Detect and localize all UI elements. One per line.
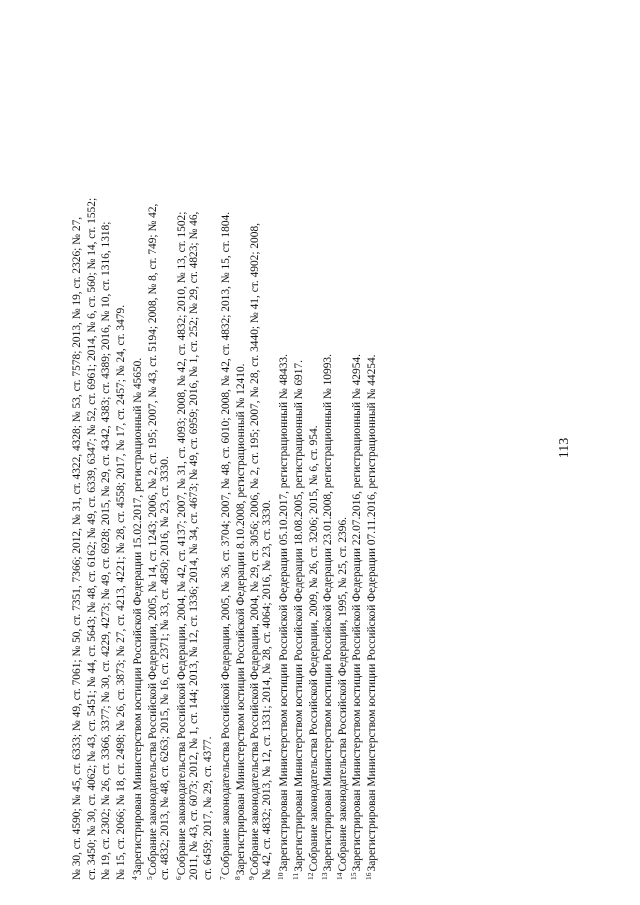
footnote-text: Зарегистрирован Министерством юстиции Российской Федерации 8.10.2008, регистрационный № 12410. xyxy=(234,363,247,876)
footnote-continuation-line xyxy=(158,45,173,880)
footnote-marker: 13 xyxy=(320,872,330,880)
footnote-marker: 10 xyxy=(276,872,286,880)
footnote-lines xyxy=(70,45,376,880)
footnote-text: Собрание законодательства Российской Федерации, 1995, № 25, ст. 2396. xyxy=(336,517,349,872)
footnote-continuation-line xyxy=(187,45,202,880)
footnote-text: Зарегистрирован Министерством юстиции Российской Федерации 18.08.2005, регистрационный № 6917. xyxy=(292,360,305,872)
footnote-text: № 15, ст. 2066; № 18, ст. 2498; № 26, ст. 3873; № 27, ст. 4213, 4221; № 28, ст. 4558; 2017, № 17, ст. 2457; № 24, ст. 3479. xyxy=(114,304,127,880)
footnote-marker: 7 xyxy=(217,876,227,880)
footnote-text: Собрание законодательства Российской Федерации, 2004, № 29, ст. 3056; 2006, № 2, ст. 195; 2007, № 28, ст. 3440; № 41, ст. 4902; 2008, xyxy=(249,223,262,876)
footnote-text: Собрание законодательства Российской Федерации, 2005, № 36, ст. 3704; 2007, № 48, ст. 6010; 2008, № 42, ст. 4832; 2013, № 15, ст. 1804. xyxy=(219,211,232,876)
footnote-marker: 15 xyxy=(349,872,359,880)
footnote-marker: 5 xyxy=(144,876,154,880)
footnote-text: № 19, ст. 2302; № 26, ст. 3366, 3377; № 30, ст. 4229, 4273; № 49, ст. 6928; 2015, № 29, ст. 4342, 4383; ст. 4389; 2016, № 10, ст. 1316, 1318; xyxy=(100,221,113,880)
footnote-line xyxy=(333,45,348,880)
footnote-line xyxy=(347,45,362,880)
footnote-line xyxy=(172,45,187,880)
footnote-continuation-line xyxy=(114,45,129,880)
footnote-marker: 9 xyxy=(247,876,257,880)
footnote-continuation-line xyxy=(85,45,100,880)
footnote-continuation-line xyxy=(201,45,216,880)
footnote-marker: 6 xyxy=(174,876,184,880)
footnote-continuation-line xyxy=(99,45,114,880)
footnote-marker: 8 xyxy=(232,876,242,880)
footnote-text: ст. 4832; 2013, № 48, ст. 6263; 2015, № 16, ст. 2371; № 33, ст. 4850; 2016, № 23, ст. 3330. xyxy=(158,456,171,880)
footnote-text: № 42, ст. 4832; 2013, № 12, ст. 1331; 2014, № 28, ст. 4064; 2016, № 23, ст. 3330. xyxy=(260,499,273,880)
footnote-text: Зарегистрирован Министерством юстиции Российской Федерации 07.11.2016, регистрационный № 44254. xyxy=(365,354,378,872)
footnote-line xyxy=(128,45,143,880)
page-number: 113 xyxy=(557,437,572,459)
footnote-continuation-line xyxy=(260,45,275,880)
footnote-line xyxy=(231,45,246,880)
footnotes-block xyxy=(70,45,400,880)
footnote-line xyxy=(216,45,231,880)
footnote-line xyxy=(362,45,377,880)
footnote-text: ст. 6459; 2017, № 29, ст. 4377. xyxy=(202,736,215,880)
footnote-continuation-line xyxy=(70,45,85,880)
footnote-line xyxy=(143,45,158,880)
footnote-text: Собрание законодательства Российской Федерации, 2004, № 42, ст. 4137; 2007, № 31, ст. 4093; 2008, № 42, ст. 4832; 2010, № 13, ст. 1502; xyxy=(176,211,189,876)
footnote-text: Собрание законодательства Российской Федерации, 2005, № 14, ст. 1243; 2006, № 2, ст. 195; 2007, № 43, ст. 5194; 2008, № 8, ст. 749; № 42, xyxy=(146,203,159,876)
footnote-text: Зарегистрирован Министерством юстиции Российской Федерации 23.01.2008, регистрационный № 10993. xyxy=(322,354,335,872)
footnote-text: Собрание законодательства Российской Федерации, 2009, № 26, ст. 3206; 2015, № 6, ст. 954. xyxy=(307,425,320,872)
footnote-text: Зарегистрирован Министерством юстиции Российской Федерации 22.07.2016, регистрационный № 42954. xyxy=(351,354,364,872)
footnote-marker: 16 xyxy=(363,872,373,880)
footnote-text: Зарегистрирован Министерством юстиции Российской Федерации 05.10.2017, регистрационный № 48433. xyxy=(278,354,291,872)
footnote-line xyxy=(318,45,333,880)
footnote-text: 2011, № 43, ст. 6073; 2012, № 1, ст. 144; 2013, № 12, ст. 1336; 2014, № 34, ст. 4673; № 49, ст. 6959; 2016, № 1, ст. 252; № 29, ст. 4823; № 46, xyxy=(187,211,200,880)
footnote-marker: 11 xyxy=(290,872,300,880)
footnote-marker: 4 xyxy=(130,876,140,880)
footnote-line xyxy=(304,45,319,880)
footnote-marker: 12 xyxy=(305,872,315,880)
footnote-marker: 14 xyxy=(334,872,344,880)
footnote-text: ст. 3450; № 30, ст. 4062; № 43, ст. 5451; № 44, ст. 5643; № 48, ст. 6162; № 49, ст. 6339, 6347; № 52, ст. 6961; 2014, № 6, ст. 560; № 14, ст. 1552; xyxy=(85,197,98,880)
footnote-text: Зарегистрирован Министерством юстиции Российской Федерации 15.02.2017, регистрационный № 45650. xyxy=(132,357,145,876)
footnote-line xyxy=(245,45,260,880)
footnote-line xyxy=(274,45,289,880)
footnote-text: № 30, ст. 4590; № 45, ст. 6333; № 49, ст. 7061; № 50, ст. 7351, 7366; 2012, № 31, ст. 4322, 4328; № 53, ст. 7578; 2013, № 19, ст. 2326; № 27, xyxy=(71,216,83,880)
footnote-line xyxy=(289,45,304,880)
